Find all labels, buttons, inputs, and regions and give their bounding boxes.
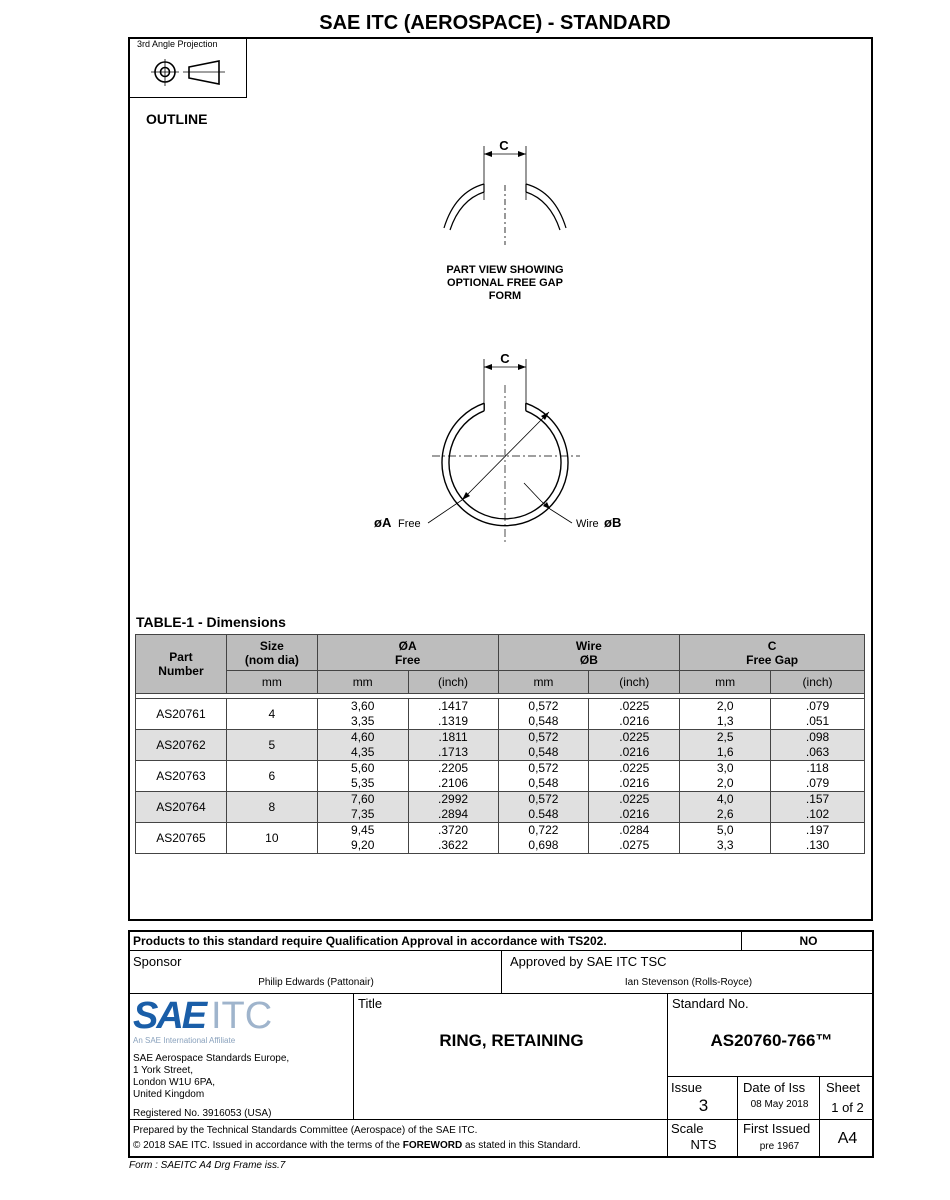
value-cell-c-mm [680, 761, 771, 792]
sae-itc-logo: SAE ITC [133, 995, 273, 1037]
date-label: Date of Iss [743, 1080, 806, 1095]
value-line: 9,20 [351, 838, 375, 852]
qualification-text: Products to this standard require Qualification Approval in accordance with TS202. [133, 934, 607, 948]
value-cell-a-mm [317, 792, 408, 823]
issue-cell [667, 1076, 738, 1120]
value-cell-b-in [589, 823, 680, 854]
paper-size-cell [819, 1119, 874, 1158]
wire-symbol: øB [604, 515, 622, 530]
value-line: .157 [805, 792, 830, 806]
value-line: .0225 [619, 792, 650, 806]
value-cell-a-in [408, 792, 498, 823]
value-line: .079 [805, 776, 830, 790]
value-line: .0225 [619, 761, 650, 775]
value-line: .118 [806, 761, 829, 775]
value-line: 5,60 [351, 761, 375, 775]
value-line: .079 [805, 699, 830, 713]
value-line: 0,548 [528, 714, 559, 728]
value-cell-a-in [408, 761, 498, 792]
value-line: 0,722 [528, 823, 559, 837]
value-line: 3,0 [716, 761, 734, 775]
value-line: 0,572 [528, 699, 559, 713]
value-line: 2,6 [716, 807, 734, 821]
value-line: .2205 [438, 761, 469, 775]
first-issued-cell [737, 1119, 820, 1158]
value-cell-c-in [771, 823, 865, 854]
value-line: 0,548 [528, 776, 559, 790]
value-line: 1,3 [716, 714, 734, 728]
value-line: .2894 [438, 807, 469, 821]
value-line: .051 [805, 714, 830, 728]
value-line: .0216 [619, 714, 650, 728]
unit-a-inch: (inch) [408, 671, 498, 694]
part-number-cell: AS20765 [136, 823, 227, 854]
value-line: 5,35 [351, 776, 375, 790]
value-cell-b-mm [498, 761, 589, 792]
paper-size: A4 [837, 1130, 858, 1147]
value-cell-c-in [771, 792, 865, 823]
wire-word: Wire [576, 518, 599, 530]
address-line-3: London W1U 6PA, [133, 1077, 216, 1088]
value-cell-c-in [771, 761, 865, 792]
approved-label: Approved by SAE ITC TSC [510, 954, 667, 969]
value-cell-c-mm [680, 730, 771, 761]
table-row [136, 792, 865, 823]
table-title: TABLE-1 - Dimensions [136, 614, 286, 630]
value-cell-c-mm [680, 699, 771, 730]
value-cell-b-in [589, 699, 680, 730]
value-line: .098 [805, 730, 830, 744]
caption-line-3: FORM [488, 290, 522, 302]
value-line: .0225 [619, 730, 650, 744]
qualification-cell [128, 930, 742, 951]
value-cell-c-mm [680, 792, 771, 823]
dimensions-table [135, 634, 865, 854]
sponsor-name: Philip Edwards (Pattonair) [258, 977, 374, 988]
issue-value: 3 [698, 1096, 709, 1115]
value-line: 4,0 [716, 792, 734, 806]
sheet-label: Sheet [826, 1080, 860, 1095]
value-cell-b-in [589, 761, 680, 792]
table-body [136, 699, 865, 854]
size-cell: 6 [226, 761, 317, 792]
prepared-cell [128, 1119, 668, 1158]
value-cell-a-in [408, 699, 498, 730]
projection-box [129, 37, 247, 98]
value-line: .2992 [438, 792, 469, 806]
value-line: 0,548 [528, 745, 559, 759]
value-line: 3,3 [716, 838, 734, 852]
standard-cell [667, 993, 874, 1077]
value-line: .063 [805, 745, 830, 759]
value-line: .197 [805, 823, 830, 837]
value-line: .2106 [438, 776, 469, 790]
value-line: 7,60 [351, 792, 375, 806]
value-line: 2,0 [716, 699, 734, 713]
projection-label: 3rd Angle Projection [137, 39, 218, 49]
standard-value: AS20760-766™ [710, 1031, 833, 1050]
size-cell: 10 [226, 823, 317, 854]
caption-line-2: OPTIONAL FREE GAP [447, 277, 563, 289]
value-cell-a-mm [317, 699, 408, 730]
scale-cell [667, 1119, 738, 1158]
gap-label-top: C [499, 138, 509, 153]
value-cell-c-mm [680, 823, 771, 854]
standard-label: Standard No. [672, 996, 749, 1011]
unit-a-mm: mm [317, 671, 408, 694]
date-cell [737, 1076, 820, 1120]
qualification-value: NO [799, 934, 818, 948]
first-issued-value: pre 1967 [759, 1141, 800, 1152]
unit-c-mm: mm [680, 671, 771, 694]
table-row [136, 823, 865, 854]
value-cell-a-mm [317, 761, 408, 792]
dia-a-symbol: øA [374, 515, 392, 530]
scale-value: NTS [690, 1137, 717, 1152]
unit-b-mm: mm [498, 671, 589, 694]
part-number-cell: AS20764 [136, 792, 227, 823]
value-cell-b-in [589, 730, 680, 761]
value-line: 5,0 [716, 823, 734, 837]
value-line: 1,6 [716, 745, 734, 759]
scale-label: Scale [671, 1121, 704, 1136]
sheet-cell [819, 1076, 874, 1120]
value-cell-a-in [408, 730, 498, 761]
value-line: .3720 [438, 823, 469, 837]
value-cell-b-mm [498, 792, 589, 823]
form-footer: Form : SAEITC A4 Drg Frame iss.7 [129, 1160, 286, 1171]
value-cell-b-mm [498, 699, 589, 730]
title-label: Title [358, 996, 383, 1011]
logo-tagline: An SAE International Affiliate [133, 1036, 236, 1045]
table-row [136, 699, 865, 730]
value-line: .0225 [619, 699, 650, 713]
organization-cell [128, 993, 354, 1120]
header-dia-a: ØA Free [317, 635, 498, 671]
value-cell-c-in [771, 730, 865, 761]
value-cell-a-in [408, 823, 498, 854]
size-cell: 4 [226, 699, 317, 730]
value-line: 4,60 [351, 730, 375, 744]
first-issued-label: First Issued [743, 1121, 811, 1136]
header-part-number: Part Number [136, 635, 227, 694]
sheet-value: 1 of 2 [831, 1100, 864, 1115]
issue-label: Issue [671, 1080, 703, 1095]
part-number-cell: AS20761 [136, 699, 227, 730]
unit-c-inch: (inch) [771, 671, 865, 694]
value-line: 3,35 [351, 714, 375, 728]
value-line: 2,0 [716, 776, 734, 790]
value-line: .1811 [438, 730, 468, 744]
value-line: .0216 [619, 745, 650, 759]
part-number-cell: AS20762 [136, 730, 227, 761]
value-line: .1319 [438, 714, 469, 728]
title-value: RING, RETAINING [439, 1031, 584, 1050]
value-line: 0,572 [528, 730, 559, 744]
registered-number: Registered No. 3916053 (USA) [133, 1108, 272, 1119]
value-cell-b-mm [498, 823, 589, 854]
value-line: .0216 [619, 807, 650, 821]
address-line-2: 1 York Street, [133, 1065, 194, 1076]
value-line: 4,35 [351, 745, 375, 759]
value-line: 0.548 [528, 807, 559, 821]
value-line: .102 [805, 807, 830, 821]
value-cell-c-in [771, 699, 865, 730]
copyright-text: © 2018 SAE ITC. Issued in accordance with the terms of the FOREWORD as stated in this Standard. [133, 1140, 581, 1151]
address-line-4: United Kingdom [133, 1089, 205, 1100]
dia-a-word: Free [398, 518, 421, 530]
value-line: 7,35 [351, 807, 375, 821]
value-line: .130 [805, 838, 830, 852]
prepared-text: Prepared by the Technical Standards Committee (Aerospace) of the SAE ITC. [133, 1125, 478, 1136]
sponsor-cell [128, 950, 502, 994]
value-line: 0,698 [528, 838, 559, 852]
approved-name: Ian Stevenson (Rolls-Royce) [624, 977, 753, 988]
page-title: SAE ITC (AEROSPACE) - STANDARD [319, 12, 671, 34]
qualification-value-cell [741, 930, 874, 951]
header-size: Size (nom dia) [226, 635, 317, 671]
value-cell-a-mm [317, 823, 408, 854]
outline-heading: OUTLINE [146, 111, 208, 127]
value-cell-b-in [589, 792, 680, 823]
unit-size: mm [226, 671, 317, 694]
caption-line-1: PART VIEW SHOWING [446, 264, 564, 276]
part-number-cell: AS20763 [136, 761, 227, 792]
header-free-gap: C Free Gap [680, 635, 865, 671]
table-row [136, 761, 865, 792]
value-line: .0284 [619, 823, 650, 837]
address-line-1: SAE Aerospace Standards Europe, [133, 1053, 290, 1064]
value-line: 9,45 [351, 823, 375, 837]
value-line: .0275 [619, 838, 650, 852]
value-line: 0,572 [528, 761, 559, 775]
title-cell [353, 993, 668, 1120]
gap-label-main: C [500, 351, 510, 366]
value-line: .0216 [619, 776, 650, 790]
unit-b-inch: (inch) [589, 671, 680, 694]
approved-cell [501, 950, 874, 994]
value-cell-a-mm [317, 730, 408, 761]
value-line: .1417 [438, 699, 469, 713]
part-view-drawing [430, 130, 580, 305]
value-line: 2,5 [716, 730, 734, 744]
date-value: 08 May 2018 [750, 1099, 809, 1110]
value-line: 0,572 [528, 792, 559, 806]
table-row [136, 730, 865, 761]
header-wire: Wire ØB [498, 635, 680, 671]
size-cell: 5 [226, 730, 317, 761]
value-line: 3,60 [351, 699, 375, 713]
size-cell: 8 [226, 792, 317, 823]
sponsor-label: Sponsor [133, 954, 182, 969]
value-line: .3622 [438, 838, 469, 852]
value-line: .1713 [438, 745, 469, 759]
third-angle-projection-icon [143, 57, 227, 91]
value-cell-b-mm [498, 730, 589, 761]
ring-drawing [360, 345, 640, 545]
